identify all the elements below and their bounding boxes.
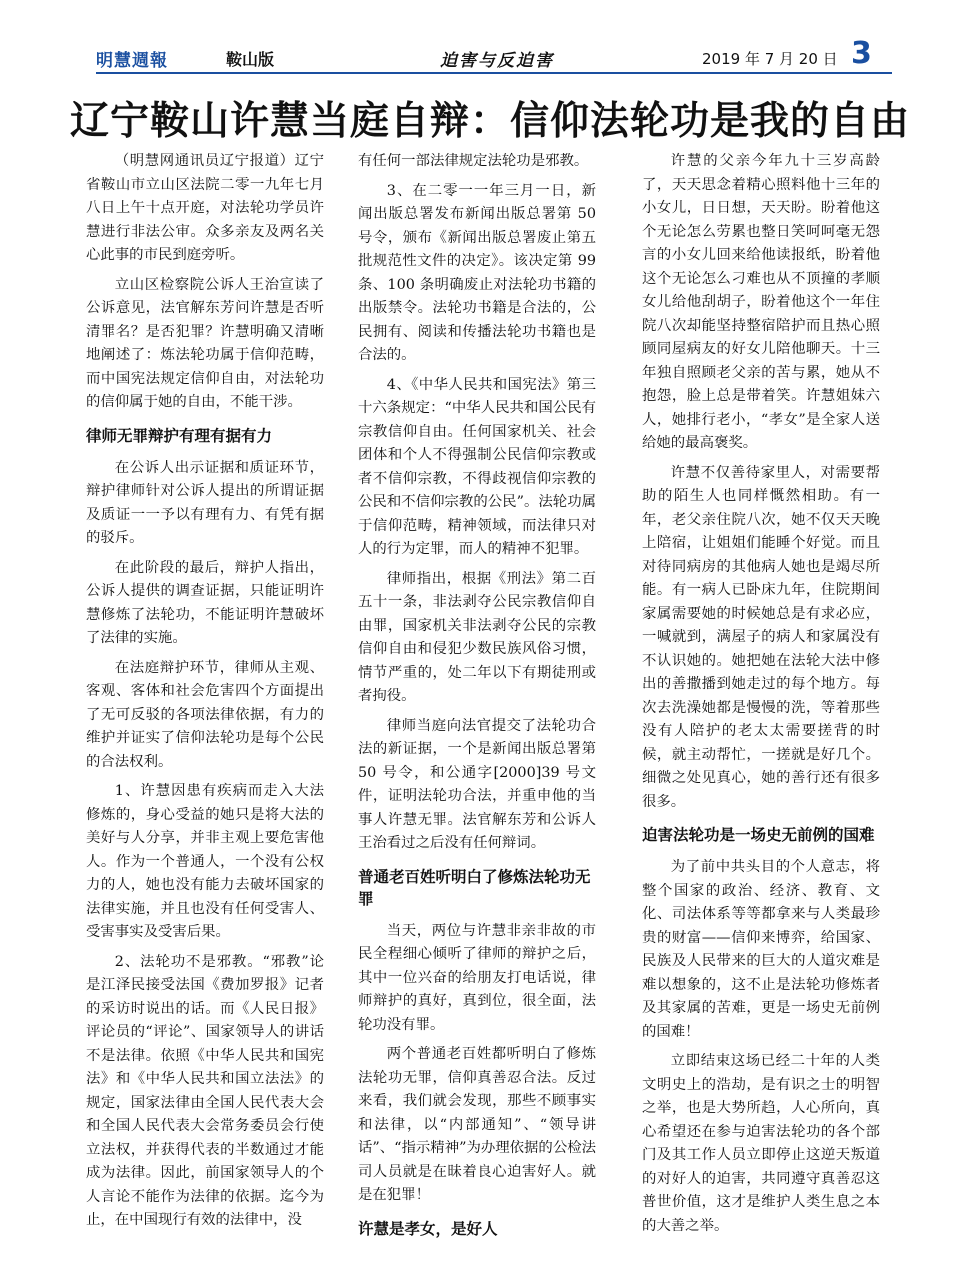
paragraph: 4、《中华人民共和国宪法》第三十六条规定：“中华人民共和国公民有宗教信仰自由。任何国家机关、社会团体和个人不得强制公民信仰宗教或者不信仰宗教，不得歧视信仰宗教的公民和不信仰宗教的公民”。法轮功属于信仰范畴，精神领域，而法律只对人的行为定罪，而人的精神不犯罪。 [358,376,596,557]
article-title: 辽宁鞍山许慧当庭自辩：信仰法轮功是我的自由 [70,98,911,144]
page-header [96,36,892,76]
paragraph: 律师当庭向法官提交了法轮功合法的新证据，一个是新闻出版总署第 50 号令，和公通字[2000]39 号文件，证明法轮功合法，并重申他的当事人许慧无罪。法官解东芳和公诉人王治看过之后没有任何辩词。 [358,717,596,851]
subheading: 普通老百姓听明白了修炼法轮功无罪 [358,867,591,908]
paragraph: 3、在二零一一年三月一日，新闻出版总署发布新闻出版总署第 50 号令，颁布《新闻出版总署废止第五批规范性文件的决定》。该决定第 99 条、100 条明确废止对法轮功书籍的出版禁令。法轮功书籍是合法的，公民拥有、阅读和传播法轮功书籍也是合法的。 [358,182,596,363]
paragraph: 许慧的父亲今年九十三岁高龄了，天天思念着精心照料他十三年的小女儿，日日想，天天盼。盼着他这个无论怎么劳累也整日笑呵呵毫无怨言的小女儿回来给他读报纸，盼着他这个无论怎么刁难也从不顶撞的孝顺女儿给他刮胡子，盼着他这个一年住院八次却能坚持整宿陪护而且热心照顾同屋病友的好女儿陪他聊天。十三年独自照顾老父亲的苦与累，她从不抱怨，脸上总是带着笑。许慧姐妹六人，她排行老小，“孝女”是全家人送给她的最高褒奖。 [642,153,880,451]
paragraph: 1、许慧因患有疾病而走入大法修炼的，身心受益的她只是将大法的美好与人分享，并非主观上要危害他人。作为一个普通人，一个没有公权力的人，她也没有能力去破坏国家的法律实施，并且也没有任何受害人、受害事实及受害后果。 [86,783,324,940]
subheading: 律师无罪辩护有理有据有力 [86,426,273,445]
edition-label: 鞍山版 [226,50,275,69]
paragraph: 两个普通老百姓都听明白了修炼法轮功无罪，信仰真善忍合法。反过来看，我们就会发现，那些不顾事实和法律，以“内部通知”、“领导讲话”、“指示精神”为办理依据的公检法司人员就是在昧着良心迫害好人。就是在犯罪！ [358,1046,596,1203]
paragraph: 有任何一部法律规定法轮功是邪教。 [358,153,589,169]
paragraph: 在法庭辩护环节，律师从主观、客观、客体和社会危害四个方面提出了无可反驳的各项法律依据，有力的维护并证实了信仰法轮功是每个公民的合法权利。 [86,659,324,770]
paragraph: （明慧网通讯员辽宁报道）辽宁省鞍山市立山区法院二零一九年七月八日上午十点开庭，对法轮功学员许慧进行非法公审。众多亲友及两名关心此事的市民到庭旁听。 [86,153,324,263]
paragraph: 在公诉人出示证据和质证环节，辩护律师针对公诉人提出的所谓证据及质证一一予以有理有力、有凭有据的驳斥。 [86,459,324,546]
column-2 [358,150,596,1250]
subheading: 迫害法轮功是一场史无前例的国难 [642,826,875,844]
publication-name: 明慧週報 [96,51,168,71]
subheading: 许慧是孝女，是好人 [358,1219,498,1238]
paragraph: 当天，两位与许慧非亲非故的市民全程细心倾听了律师的辩护之后，其中一位兴奋的给朋友打电话说，律师辩护的真好，真到位，很全面，法轮功没有罪。 [358,922,596,1033]
paragraph: 立即结束这场已经二十年的人类文明史上的浩劫，是有识之士的明智之举，也是大势所趋，人心所向，真心希望还在参与迫害法轮功的各个部门及其工作人员立即停止这逆天叛道的对好人的迫害，共同遵守真善忍这普世价值，这才是维护人类生息之本的大善之举。 [642,1053,880,1234]
page-number: 3 [851,36,872,71]
paragraph: 立山区检察院公诉人王治宣读了公诉意见，法官解东芳问许慧是否听清罪名？是否犯罪？许慧明确又清晰地阐述了：炼法轮功属于信仰范畴，而中国宪法规定信仰自由，对法轮功的信仰属于她的自由，不能干涉。 [86,276,324,410]
paragraph: 2、法轮功不是邪教。“邪教”论是江泽民接受法国《费加罗报》记者的采访时说出的话。而《人民日报》评论员的“评论”、国家领导人的讲话不是法律。依照《中华人民共和国宪法》和《中华人民共和国立法法》的规定，国家法律由全国人民代表大会和全国人民代表大会常务委员会行使立法权，并获得代表的半数通过才能成为法律。因此，前国家领导人的个人言论不能作为法律的依据。迄今为止，在中国现行有效的法律中，没 [86,953,324,1228]
issue-date: 2019 年 7 月 20 日 [702,50,838,68]
paragraph: 律师指出，根据《刑法》第二百五十一条，非法剥夺公民宗教信仰自由罪，国家机关非法剥夺公民的宗教信仰自由和侵犯少数民族风俗习惯，情节严重的，处二年以下有期徒刑或者拘役。 [358,570,596,704]
paragraph: 在此阶段的最后，辩护人指出，公诉人提供的调查证据，只能证明许慧修炼了法轮功，不能证明许慧破坏了法律的实施。 [86,559,324,646]
paragraph: 为了前中共头目的个人意志，将整个国家的政治、经济、教育、文化、司法体系等等都拿来与人类最珍贵的财富——信仰来博弈，给国家、民族及人民带来的巨大的人道灾难是难以想象的，这不止是法轮功修炼者及其家属的苦难，更是一场史无前例的国难！ [642,859,880,1040]
paragraph: 许慧不仅善待家里人，对需要帮助的陌生人也同样慨然相助。有一年，老父亲住院八次，她不仅天天晚上陪宿，让姐姐们能睡个好觉。而且对待同病房的其他病人她也是竭尽所能。有一病人已卧床九年，住院期间家属需要她的时候她总是有求必应，一喊就到，满屋子的病人和家属没有不认识她的。她把她在法轮大法中修出的善撒播到她走过的每个地方。每次去洗澡她都是慢慢的洗，等着那些没有人陪护的老太太需要搓背的时候，就主动帮忙，一搓就是好几个。细微之处见真心，她的善行还有很多很多。 [642,464,880,810]
column-3 [642,150,880,1244]
column-1 [86,150,324,1239]
section-title: 迫害与反迫害 [440,51,554,71]
header-rule [96,72,892,74]
